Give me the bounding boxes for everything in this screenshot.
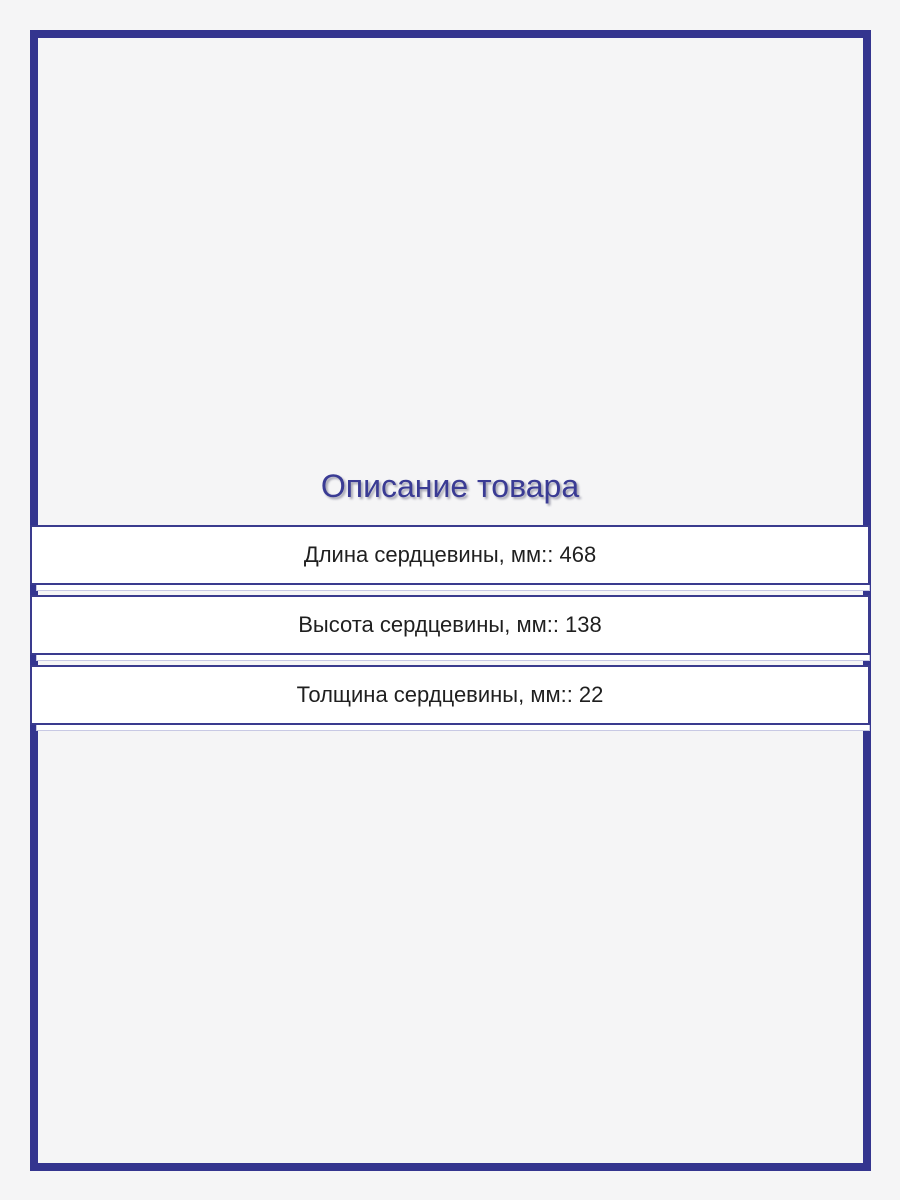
- spec-row-thickness: Толщина сердцевины, мм:: 22: [30, 665, 870, 725]
- page-title: Описание товара: [320, 468, 580, 504]
- spec-row-length: Длина сердцевины, мм:: 468: [30, 525, 870, 585]
- spec-row-height: Высота сердцевины, мм:: 138: [30, 595, 870, 655]
